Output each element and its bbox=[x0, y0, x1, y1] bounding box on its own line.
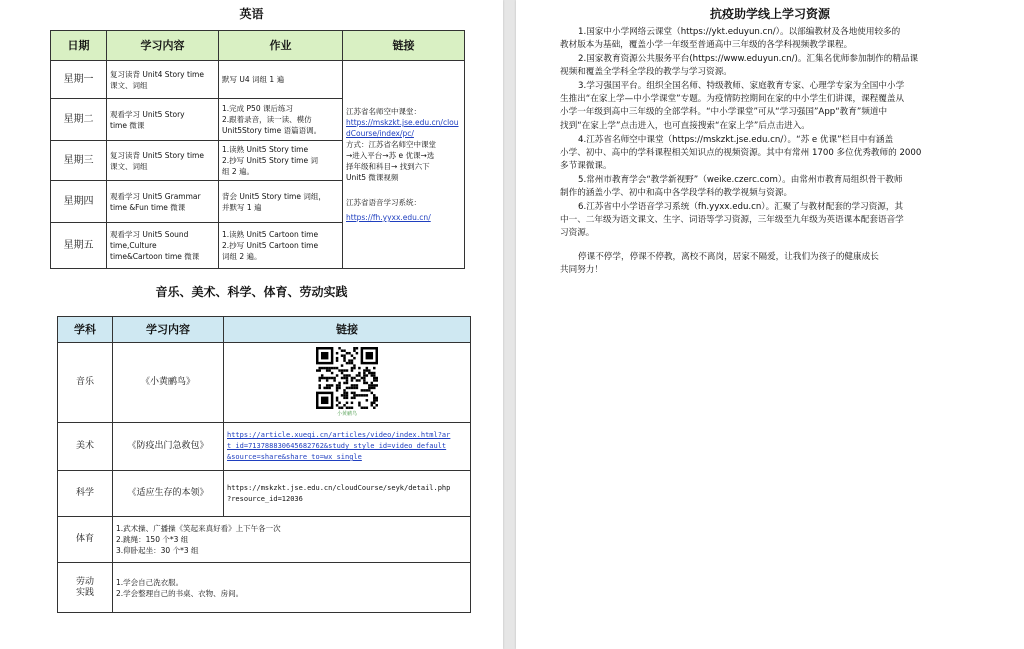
table-row bbox=[58, 517, 471, 563]
day-cell: 星期三 bbox=[51, 141, 107, 181]
right-page bbox=[516, 0, 1024, 649]
link-label-2: 江苏省语音学习系统： bbox=[346, 198, 421, 207]
content-cell: 《适应生存的本领》 bbox=[113, 471, 224, 517]
english-schedule-table bbox=[50, 30, 465, 269]
subject-cell: 体育 bbox=[58, 517, 113, 563]
header-content: 学习内容 bbox=[107, 31, 219, 61]
qr-cell bbox=[224, 343, 471, 423]
table-row bbox=[51, 61, 465, 99]
homework-cell: 1.完成 P50 课后练习 2.跟着录音，读一读、模仿 Unit5Story time 语篇语调。 bbox=[219, 99, 343, 141]
day-cell: 星期二 bbox=[51, 99, 107, 141]
day-cell: 星期五 bbox=[51, 223, 107, 269]
content-cell: 复习读背 Unit4 Story time 课文、词组 bbox=[107, 61, 219, 99]
mskzkt-link[interactable]: https://mskzkt.jse.edu.cn/clou bbox=[346, 118, 459, 127]
header-content: 学习内容 bbox=[113, 317, 224, 343]
content-cell: 《防疫出门急救包》 bbox=[113, 423, 224, 471]
left-page bbox=[0, 0, 503, 649]
qr-code-icon[interactable] bbox=[316, 347, 378, 409]
mskzkt-link-cont[interactable]: dCourse/index/pc/ bbox=[346, 129, 414, 138]
science-link[interactable]: https://mskzkt.jse.edu.cn/cloudCourse/seyk/detail.php bbox=[227, 483, 451, 492]
content-cell: 《小黄鹂鸟》 bbox=[113, 343, 224, 423]
table-row bbox=[58, 563, 471, 613]
art-link-cont2[interactable]: &source=share&share_to=wx_single bbox=[227, 453, 362, 461]
header-subject: 学科 bbox=[58, 317, 113, 343]
homework-cell: 背会 Unit5 Story time 词组， 并默写 1 遍 bbox=[219, 181, 343, 223]
subject-cell: 劳动 实践 bbox=[58, 563, 113, 613]
content-cell: 观看学习 Unit5 Story time 微课 bbox=[107, 99, 219, 141]
header-date: 日期 bbox=[51, 31, 107, 61]
content-cell: 观看学习 Unit5 Sound time,Culture time&Cartoon time 微课 bbox=[107, 223, 219, 269]
resource-paragraph-3: 3.学习强国平台。组织全国名师、特级教师、家庭教育专家、心理学专家为全国中小学 生推出“在家上学—中小学课堂”专题。为疫情防控期间在家的中小学生们讲课，课程覆盖从 小学一年级到高中三年级的全部学科。“中小学课堂”可从“学习强国”App“教育”频道中 找到“在家上学”点击进入，也可直接搜索“在家上学”后点击进入。 bbox=[560, 81, 905, 131]
homework-cell: 1.读熟 Unit5 Cartoon time 2.抄写 Unit5 Cartoon time 词组 2 遍。 bbox=[219, 223, 343, 269]
table-row bbox=[58, 471, 471, 517]
content-cell: 观看学习 Unit5 Grammar time &Fun time 微课 bbox=[107, 181, 219, 223]
link-cell bbox=[224, 423, 471, 471]
content-cell: 复习读背 Unit5 Story time 课文、词组 bbox=[107, 141, 219, 181]
homework-cell: 默写 U4 词组 1 遍 bbox=[219, 61, 343, 99]
day-cell: 星期四 bbox=[51, 181, 107, 223]
table-row bbox=[58, 343, 471, 423]
items-cell: 1.武术操、广播操《笑起来真好看》上下午各一次 2.跳绳：150 个*3 组 3.仰卧起坐：30 个*3 组 bbox=[113, 517, 471, 563]
subjects-table bbox=[57, 316, 471, 613]
science-link-cont[interactable]: ?resource_id=12036 bbox=[227, 494, 303, 503]
header-homework: 作业 bbox=[219, 31, 343, 61]
closing-paragraph: 停课不停学，停课不停教，离校不离岗，居家不隔爱，让我们为孩子的健康成长 共同努力！ bbox=[560, 252, 879, 276]
link-cell: 江苏省名师空中课堂： https://mskzkt.jse.edu.cn/clou dCourse/index/pc/ 方式：江苏省名师空中课堂 →进入平台→苏 e 优课→选 择年级和科目→ 找到六下 Unit5 微课视频 江苏省语音学习系统： https://fh.yyxx.edu.cn/ bbox=[343, 61, 465, 269]
english-section-title: 英语 bbox=[239, 7, 264, 21]
resource-paragraph-2: 2.国家教育资源公共服务平台(https://www.eduyun.cn/)。汇集名优师参加制作的精品课 视频和覆盖全学科全学段的教学与学习资源。 bbox=[560, 54, 919, 78]
subject-cell: 音乐 bbox=[58, 343, 113, 423]
resource-paragraph-5: 5.常州市教育学会“教学新视野”（weike.czerc.com）。由常州市教育局组织骨干教师 制作的涵盖小学、初中和高中各学段学科的教学视频与资源。 bbox=[560, 175, 903, 199]
subject-cell: 科学 bbox=[58, 471, 113, 517]
header-link: 链接 bbox=[224, 317, 471, 343]
others-section-title: 音乐、美术、科学、体育、劳动实践 bbox=[155, 285, 348, 299]
resource-paragraph-4: 4.江苏省名师空中课堂（https://mskzkt.jse.edu.cn/）。“苏 e 优课”栏目中有涵盖 小学、初中、高中的学科课程相关知识点的视频资源。其中有常州 1700 多位优秀教师的 2000 多节课微课。 bbox=[560, 135, 922, 172]
yyxx-link[interactable]: https://fh.yyxx.edu.cn/ bbox=[346, 213, 431, 222]
resource-paragraph-1: 1.国家中小学网络云课堂（https://ykt.eduyun.cn/）。以部编教材及各地使用较多的 教材版本为基础，覆盖小学一年级至普通高中三年级的各学科视频教学课程。 bbox=[560, 27, 901, 51]
day-cell: 星期一 bbox=[51, 61, 107, 99]
header-link: 链接 bbox=[343, 31, 465, 61]
art-link-cont[interactable]: t_id=713788830645682762&study_style_id=video_default bbox=[227, 442, 447, 450]
items-cell: 1.学会自己洗衣服。 2.学会整理自己的书桌、衣物、房间。 bbox=[113, 563, 471, 613]
subject-cell: 美术 bbox=[58, 423, 113, 471]
table-row bbox=[58, 423, 471, 471]
link-label: 江苏省名师空中课堂： bbox=[346, 107, 421, 116]
link-cell bbox=[224, 471, 471, 517]
resources-title: 抗疫助学线上学习资源 bbox=[709, 7, 830, 21]
qr-caption: 小黄鹂鸟 bbox=[336, 411, 357, 417]
art-link[interactable]: https://article.xueqi.cn/articles/video/index.html?ar bbox=[227, 431, 451, 439]
homework-cell: 1.读熟 Unit5 Story time 2.抄写 Unit5 Story time 词 组 2 遍。 bbox=[219, 141, 343, 181]
resource-paragraph-6: 6.江苏省中小学语音学习系统（fh.yyxx.edu.cn）。汇聚了与教材配套的学习资源，其 中一、二年级为语文课文、生字、词语等学习资源，三年级至九年级为英语课本配套语音学 习资源。 bbox=[560, 202, 904, 239]
